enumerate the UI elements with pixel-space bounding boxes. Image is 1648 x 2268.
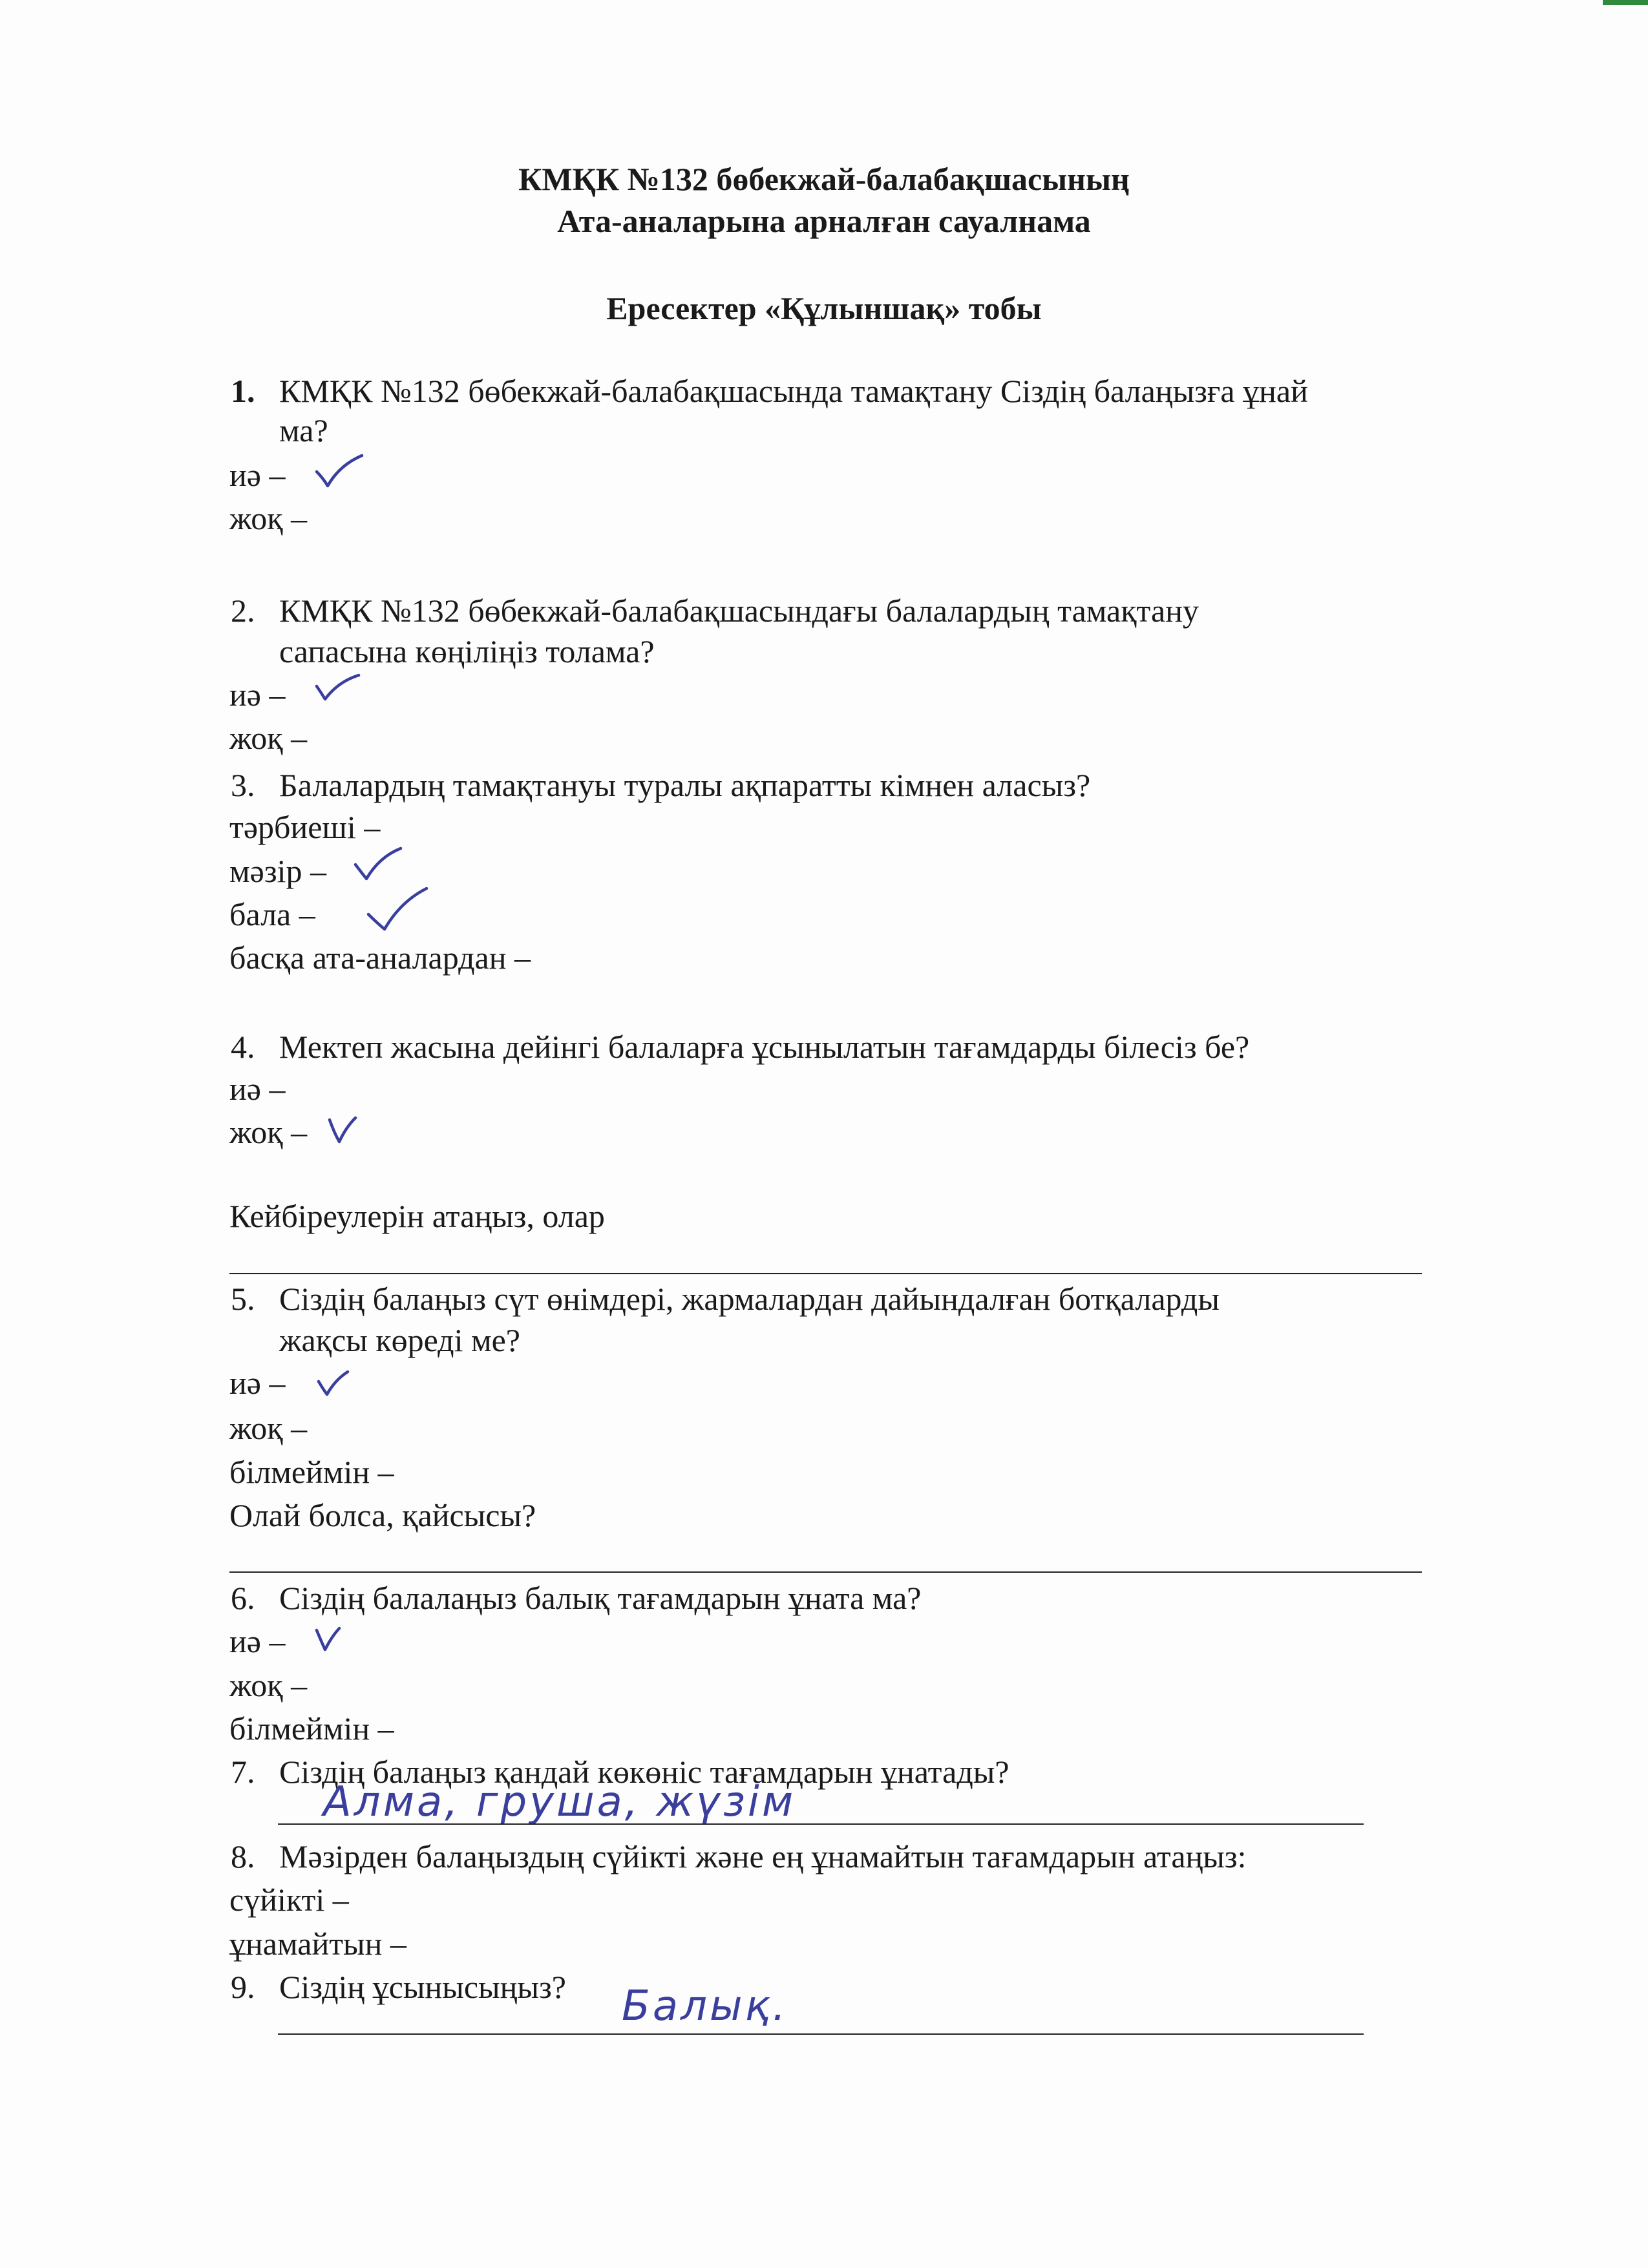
q1-option-no[interactable]: жоқ – xyxy=(229,500,308,536)
title-line-1: КМҚК №132 бөбекжай-балабақшасының xyxy=(518,161,1130,197)
q9-handwritten-answer: Балық. xyxy=(622,1982,788,2030)
q6-yes-checkmark-icon xyxy=(313,1625,343,1654)
q6-text: Сіздің балалаңыз балық тағамдарын ұната ма? xyxy=(279,1580,922,1616)
q3-number: 3. xyxy=(231,767,255,803)
q6-option-dont-know[interactable]: білмеймін – xyxy=(229,1710,394,1747)
q5-text-line-2: жақсы көреді ме? xyxy=(279,1322,520,1358)
q8-number: 8. xyxy=(231,1838,255,1874)
q9-number: 9. xyxy=(231,1969,255,2005)
q5-answer-line[interactable] xyxy=(229,1571,1422,1573)
corner-mark xyxy=(1603,0,1648,5)
q7-answer-line[interactable] xyxy=(278,1823,1364,1825)
q2-text-line-2: сапасына көңіліңіз толама? xyxy=(279,633,655,669)
q2-number: 2. xyxy=(231,593,255,629)
q9-text: Сіздің ұсынысыңыз? xyxy=(279,1969,566,2005)
q8-option-disliked[interactable]: ұнамайтын – xyxy=(229,1926,407,1962)
q4-no-checkmark-icon xyxy=(326,1115,359,1147)
q2-option-no[interactable]: жоқ – xyxy=(229,720,308,756)
q4-followup: Кейбіреулерін атаңыз, олар xyxy=(229,1198,605,1234)
q5-text-line-1: Сіздің балаңыз сүт өнімдері, жармалардан дайындалған ботқаларды xyxy=(279,1281,1220,1317)
q9-answer-line[interactable] xyxy=(278,2033,1364,2035)
q4-text: Мектеп жасына дейінгі балаларға ұсынылатын тағамдарды білесіз бе? xyxy=(279,1029,1250,1065)
q2-yes-checkmark-icon xyxy=(313,672,362,704)
q2-option-yes[interactable]: иә – xyxy=(229,677,286,713)
q1-number: 1. xyxy=(231,373,255,409)
group-title: Ересектер «Құлыншақ» тобы xyxy=(606,290,1042,326)
q8-text: Мәзірден балаңыздың сүйікті және ең ұнамайтын тағамдарын атаңыз: xyxy=(279,1838,1247,1874)
q1-yes-checkmark-icon xyxy=(313,452,365,491)
q6-option-no[interactable]: жоқ – xyxy=(229,1667,308,1703)
q5-option-no[interactable]: жоқ – xyxy=(229,1410,308,1446)
q5-option-dont-know[interactable]: білмеймін – xyxy=(229,1454,394,1490)
q6-number: 6. xyxy=(231,1580,255,1616)
q4-option-yes[interactable]: иә – xyxy=(229,1071,286,1107)
q5-followup: Олай болса, қайсысы? xyxy=(229,1497,536,1533)
q3-text: Балалардың тамақтануы туралы ақпаратты кімнен аласыз? xyxy=(279,767,1091,803)
q4-option-no[interactable]: жоқ – xyxy=(229,1114,308,1150)
q3-option-teacher[interactable]: тәрбиеші – xyxy=(229,809,381,845)
q7-number: 7. xyxy=(231,1754,255,1790)
q5-number: 5. xyxy=(231,1281,255,1317)
q3-menu-checkmark-icon xyxy=(352,845,404,884)
q4-answer-line[interactable] xyxy=(229,1273,1422,1274)
q3-child-checkmark-icon xyxy=(365,885,430,934)
q7-handwritten-answer: Алма, груша, жүзім xyxy=(323,1778,796,1826)
q5-option-yes[interactable]: иә – xyxy=(229,1365,286,1401)
q2-text-line-1: КМҚК №132 бөбекжай-балабақшасындағы балалардың тамақтану xyxy=(279,593,1199,629)
q1-text-line-2: ма? xyxy=(279,412,328,448)
q4-number: 4. xyxy=(231,1029,255,1065)
q1-option-yes[interactable]: иә – xyxy=(229,457,286,493)
title-line-2: Ата-аналарына арналған сауалнама xyxy=(557,203,1091,239)
q3-option-menu[interactable]: мәзір – xyxy=(229,853,326,889)
q7-text: Сіздің балаңыз қандай көкөніс тағамдарын ұнатады? xyxy=(279,1754,1009,1790)
q5-yes-checkmark-icon xyxy=(315,1369,354,1401)
q3-option-other-parents[interactable]: басқа ата-аналардан – xyxy=(229,940,531,976)
q8-option-favourite[interactable]: сүйікті – xyxy=(229,1882,349,1918)
q6-option-yes[interactable]: иә – xyxy=(229,1623,286,1659)
q3-option-child[interactable]: бала – xyxy=(229,896,315,932)
q1-text-line-1: КМҚК №132 бөбекжай-балабақшасында тамақтану Сіздің балаңызға ұнай xyxy=(279,373,1308,409)
